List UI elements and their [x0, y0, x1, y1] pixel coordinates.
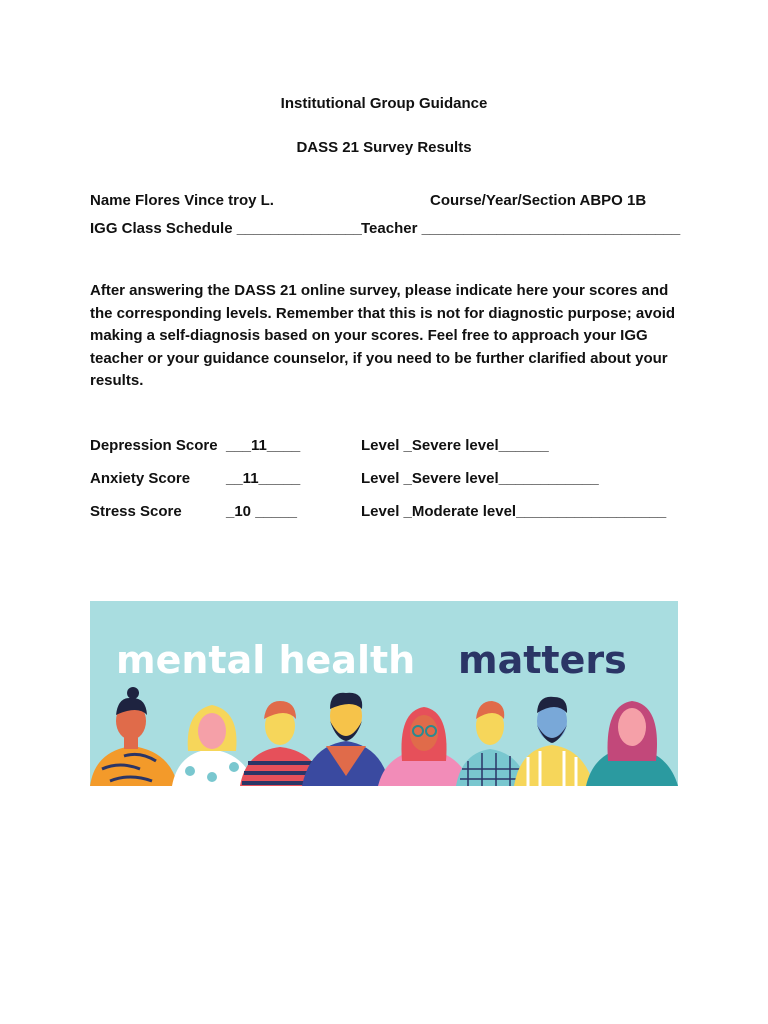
- banner-text-light: mental health: [116, 638, 416, 682]
- class-schedule: IGG Class Schedule _______________: [90, 220, 362, 237]
- score-label: Anxiety Score: [90, 470, 191, 487]
- course-year-section: Course/Year/Section ABPO 1B: [430, 192, 647, 209]
- score-level: Level _Moderate level__________________: [361, 503, 667, 520]
- page-title: Institutional Group Guidance: [280, 95, 488, 112]
- banner-text-dark: matters: [458, 638, 627, 682]
- score-label: Depression Score: [90, 437, 218, 454]
- score-value: _10 _____: [226, 503, 297, 520]
- score-level: Level _Severe level______: [361, 437, 549, 454]
- person-2-illustration: [172, 705, 255, 786]
- person-8-illustration: [586, 701, 678, 786]
- score-label: Stress Score: [90, 503, 182, 520]
- person-4-illustration: [302, 693, 390, 786]
- banner-illustration: [90, 601, 678, 786]
- score-level: Level _Severe level____________: [361, 470, 599, 487]
- person-1-illustration: [90, 687, 178, 786]
- score-value: __11_____: [226, 470, 301, 487]
- page-subtitle: DASS 21 Survey Results: [296, 139, 472, 156]
- student-name: Name Flores Vince troy L.: [90, 192, 274, 209]
- mental-health-banner: [90, 601, 678, 786]
- instructions-paragraph: After answering the DASS 21 online survey, please indicate here your scores and the corresponding levels. Remember that this is not for diagnostic purpose; avoid making a self-diagnosis based on your scores. Feel free to approach your IGG teacher or your guidance counselor, if you need to be further clarified about your results.: [90, 282, 676, 389]
- score-value: ___11____: [226, 437, 301, 454]
- teacher-field: Teacher _______________________________: [361, 220, 681, 237]
- person-5-illustration: [378, 707, 470, 786]
- person-7-illustration: [514, 697, 594, 786]
